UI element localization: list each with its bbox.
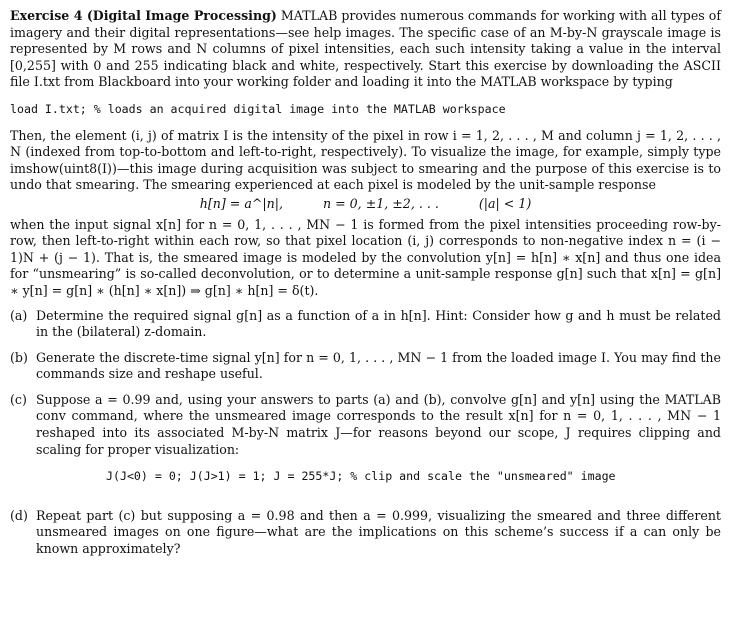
part-a-text: Determine the required signal g[n] as a function of a in h[n]. Hint: Consider how g and h must be related in the (bilateral) z-domain. xyxy=(36,307,721,340)
intro-text: MATLAB provides numerous commands for working with all types of imagery and their digital representations—see help images. The specific case of an M-by-N grayscale image is represented by M rows and N columns of pixel intensities, each such intensity taking a value in the interval [0,255] with 0 and 255 indicating black and white, respectively. Start this exercise by downloading the ASCII file I.txt from Blackboard into your working folder and loading it into the MATLAB workspace by typing xyxy=(10,8,722,90)
exercise-title: Exercise 4 (Digital Image Processing) xyxy=(10,8,277,23)
intro-paragraph xyxy=(10,8,721,91)
part-b-label: (b) xyxy=(10,349,28,365)
equation-range: n = 0, ±1, ±2, . . . xyxy=(323,195,439,211)
exercise-parts-list xyxy=(10,308,721,558)
code-load-command: load I.txt; % loads an acquired digital image into the MATLAB workspace xyxy=(10,101,506,116)
part-b-text: Generate the discrete-time signal y[n] for n = 0, 1, . . . , MN − 1 from the loaded image I. You may find the commands size and reshape useful. xyxy=(36,349,721,382)
part-b xyxy=(10,350,721,383)
equation-unit-sample-response xyxy=(10,196,721,213)
part-a xyxy=(10,308,721,341)
part-c-text: Suppose a = 0.99 and, using your answers to parts (a) and (b), convolve g[n] and y[n] using the MATLAB conv command, where the unsmeared image corresponds to the result x[n] for n = 0, 1, . . . , MN − 1 reshaped into its associated M-by-N matrix J—for reasons beyond our scope, J requires clipping and scaling for proper visualization: xyxy=(36,391,721,457)
part-d-label: (d) xyxy=(10,507,28,523)
code-clip-command: J(J<0) = 0; J(J>1) = 1; J = 255*J; % clip and scale the "unsmeared" image xyxy=(106,469,616,484)
part-a-label: (a) xyxy=(10,307,28,323)
paragraph-matrix-description: Then, the element (i, j) of matrix I is the intensity of the pixel in row i = 1, 2, . . . , M and column j = 1, 2, . . . , N (indexed from top-to-bottom and left-to-right, respectively). To visualize the image, for example, simply type imshow(uint8(I))—this image during acquisition was subject to smearing and the purpose of this exercise is to undo that smearing. The smearing experienced at each pixel is modeled by the unit-sample response xyxy=(10,127,721,193)
part-c-label: (c) xyxy=(10,391,27,407)
paragraph-convolution-model: when the input signal x[n] for n = 0, 1, . . . , MN − 1 is formed from the pixel intensities proceeding row-by-row, then left-to-right within each row, so that pixel location (i, j) corresponds to non-negative index n = (i − 1)N + (j − 1). That is, the smeared image is modeled by the convolution y[n] = h[n] ∗ x[n] and thus one idea for “unsmearing” is so-called deconvolution, or to determine a unit-sample response g[n] such that x[n] = g[n] ∗ y[n] = g[n] ∗ (h[n] ∗ x[n]) ⇒ g[n] ∗ h[n] = δ(t). xyxy=(10,216,721,298)
equation-lhs: h[n] = a^|n|, xyxy=(199,195,283,211)
part-c xyxy=(10,392,721,499)
equation-condition: (|a| < 1) xyxy=(478,195,532,211)
part-d xyxy=(10,508,721,558)
part-d-text: Repeat part (c) but supposing a = 0.98 and then a = 0.999, visualizing the smeared and three different unsmeared images on one figure—what are the implications on this scheme’s success if a can only be known approximately? xyxy=(36,507,721,557)
